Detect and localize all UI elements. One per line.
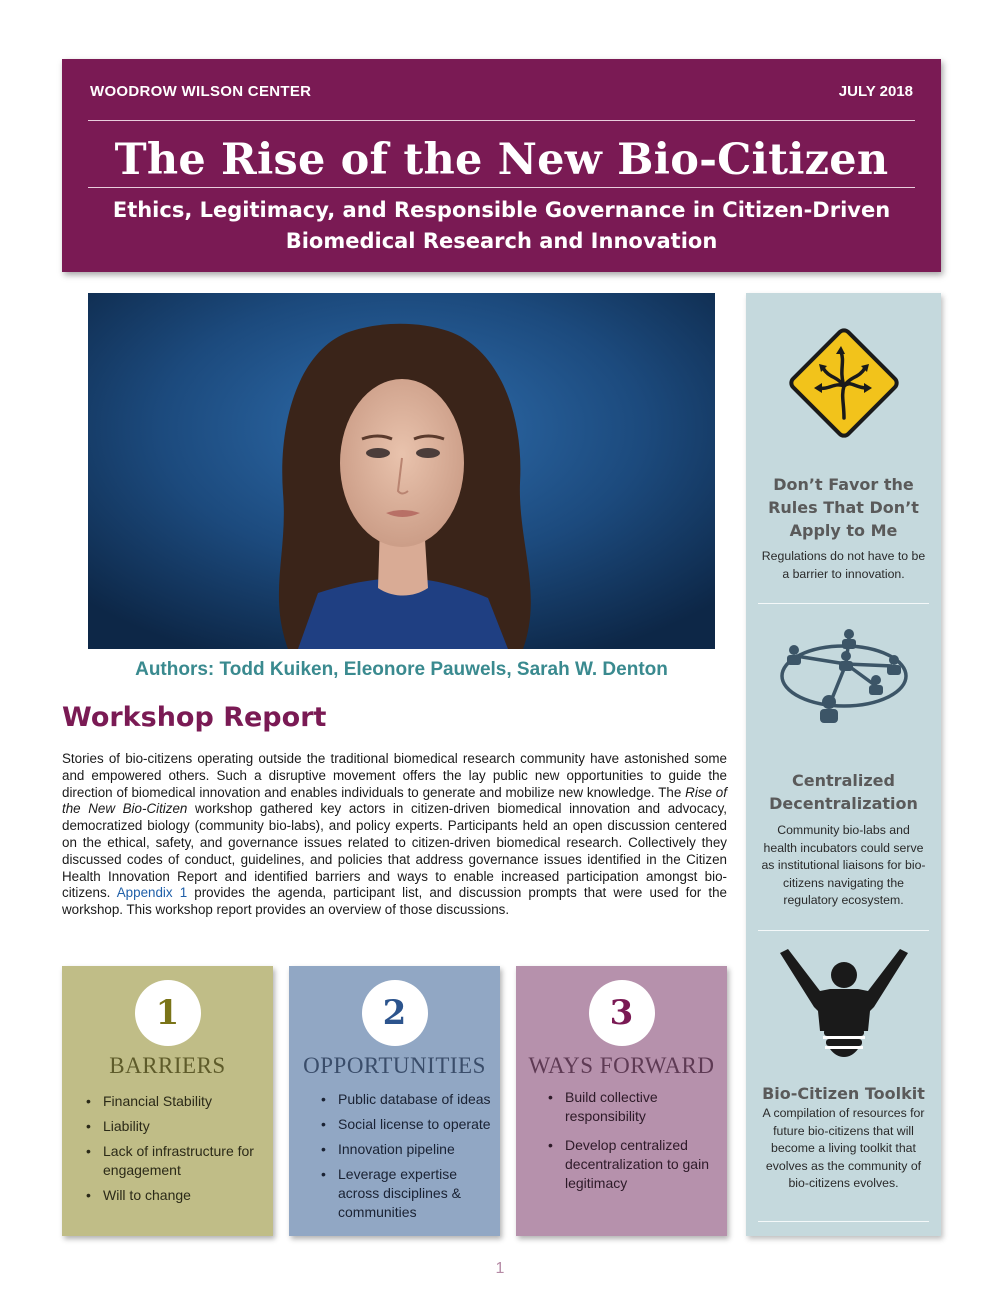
text-line: become a living toolkit that	[771, 1141, 916, 1155]
list-item: • Social license to operate	[321, 1115, 491, 1134]
list-item: • Will to change	[86, 1186, 266, 1205]
text-line: Community bio-labs and	[777, 823, 910, 837]
title-line: Don’t Favor the	[773, 475, 914, 494]
sidebar-item-text	[756, 1105, 931, 1193]
barriers-box	[62, 966, 273, 1236]
road-sign-arrows-icon	[746, 318, 941, 448]
report-date: JULY 2018	[838, 83, 913, 100]
sidebar-item-title	[746, 1082, 941, 1105]
person-arms-raised-icon	[746, 945, 941, 1057]
text-line: evolves as the community of	[765, 1158, 922, 1173]
number-badge: 2	[362, 980, 428, 1046]
sidebar	[746, 293, 941, 1236]
title-line: Decentralization	[769, 794, 918, 813]
body-paragraph	[62, 751, 727, 919]
subtitle-line: Ethics, Legitimacy, and Responsible Governance in Citizen-Driven	[112, 198, 891, 222]
portrait-illustration	[88, 293, 715, 649]
section-title: Workshop Report	[62, 702, 327, 733]
list-item: • Innovation pipeline	[321, 1140, 491, 1159]
appendix-link[interactable]: Appendix 1	[116, 885, 188, 901]
header-banner	[62, 59, 941, 272]
list-item: • Liability	[86, 1117, 266, 1136]
list-item: • Financial Stability	[86, 1092, 266, 1111]
ways-forward-list	[548, 1088, 718, 1203]
title-line: Bio-Citizen Toolkit	[762, 1084, 925, 1103]
list-item: • Leverage expertise across disciplines & communities	[321, 1165, 491, 1222]
authors-line: Authors: Todd Kuiken, Eleonore Pauwels, Sarah W. Denton	[135, 659, 668, 680]
text-line: regulatory ecosystem.	[783, 893, 904, 907]
title-line: Rules That Don’t	[768, 498, 919, 517]
barriers-list	[86, 1092, 266, 1211]
text-line: citizens navigating the	[783, 875, 904, 890]
document-title: The Rise of the New Bio-Citizen	[114, 135, 889, 185]
text-line: A compilation of resources for	[762, 1106, 925, 1120]
sidebar-item-title	[746, 473, 941, 542]
divider	[88, 120, 915, 121]
title-line: Apply to Me	[789, 521, 898, 540]
text-line: bio-citizens evolves.	[788, 1176, 899, 1190]
ways-forward-box	[516, 966, 727, 1236]
document-subtitle	[92, 195, 911, 257]
text-line: health incubators could serve	[763, 840, 924, 855]
box-title: OPPORTUNITIES	[303, 1053, 486, 1078]
sidebar-item-text	[756, 548, 931, 583]
divider	[88, 187, 915, 188]
divider	[758, 603, 929, 604]
divider	[758, 1221, 929, 1222]
page-number: 1	[495, 1260, 505, 1277]
box-title: BARRIERS	[109, 1053, 226, 1078]
body-text-part: workshop gathered key actors in citizen-driven biomedical innovation and advocacy, democratized biology (community bio-labs), and policy experts. Participants held an open discussion centered on the ethical, safety, and governance issues related to citizen-driven biomedical research. Collectively they discussed codes of conduct, guidelines, and policies that address governance issues identified in the Citizen Health Innovation Report and identified barriers and ways to enable increased participation amongst bio-citizens.	[62, 801, 727, 901]
divider	[758, 930, 929, 931]
body-text-italic: Rise of the New Bio-Citizen	[62, 784, 727, 817]
text-line: future bio-citizens that will	[773, 1123, 914, 1138]
body-text-part: Stories of bio-citizens operating outside the traditional biomedical research community have astonished some and empowered others. Such a disruptive movement offers the lay public new opportunities to guide the direction of biomedical innovation and enables individuals to generate and mobilize new knowledge. The	[62, 751, 727, 800]
list-item: • Build collective responsibility	[548, 1088, 718, 1126]
opportunities-list	[321, 1090, 491, 1228]
number-badge: 3	[589, 980, 655, 1046]
box-title: WAYS FORWARD	[528, 1053, 715, 1078]
network-people-icon	[746, 626, 941, 726]
list-item: • Lack of infrastructure for engagement	[86, 1142, 266, 1180]
text-line: as institutional liaisons for bio-	[761, 858, 926, 872]
title-line: Centralized	[792, 771, 895, 790]
portrait-photo	[88, 293, 715, 649]
text-line: a barrier to innovation.	[782, 566, 905, 581]
sidebar-item-title	[746, 769, 941, 815]
body-text-part: provides the agenda, participant list, and discussion prompts that were used for the workshop. This workshop report provides an overview of those discussions.	[62, 885, 727, 918]
subtitle-line: Biomedical Research and Innovation	[285, 229, 718, 253]
number-badge: 1	[135, 980, 201, 1046]
sidebar-item-text	[756, 822, 931, 910]
list-item: • Public database of ideas	[321, 1090, 491, 1109]
text-line: Regulations do not have to be	[761, 549, 926, 563]
opportunities-box	[289, 966, 500, 1236]
org-name: WOODROW WILSON CENTER	[90, 83, 312, 100]
list-item: • Develop centralized decentralization to gain legitimacy	[548, 1136, 718, 1193]
